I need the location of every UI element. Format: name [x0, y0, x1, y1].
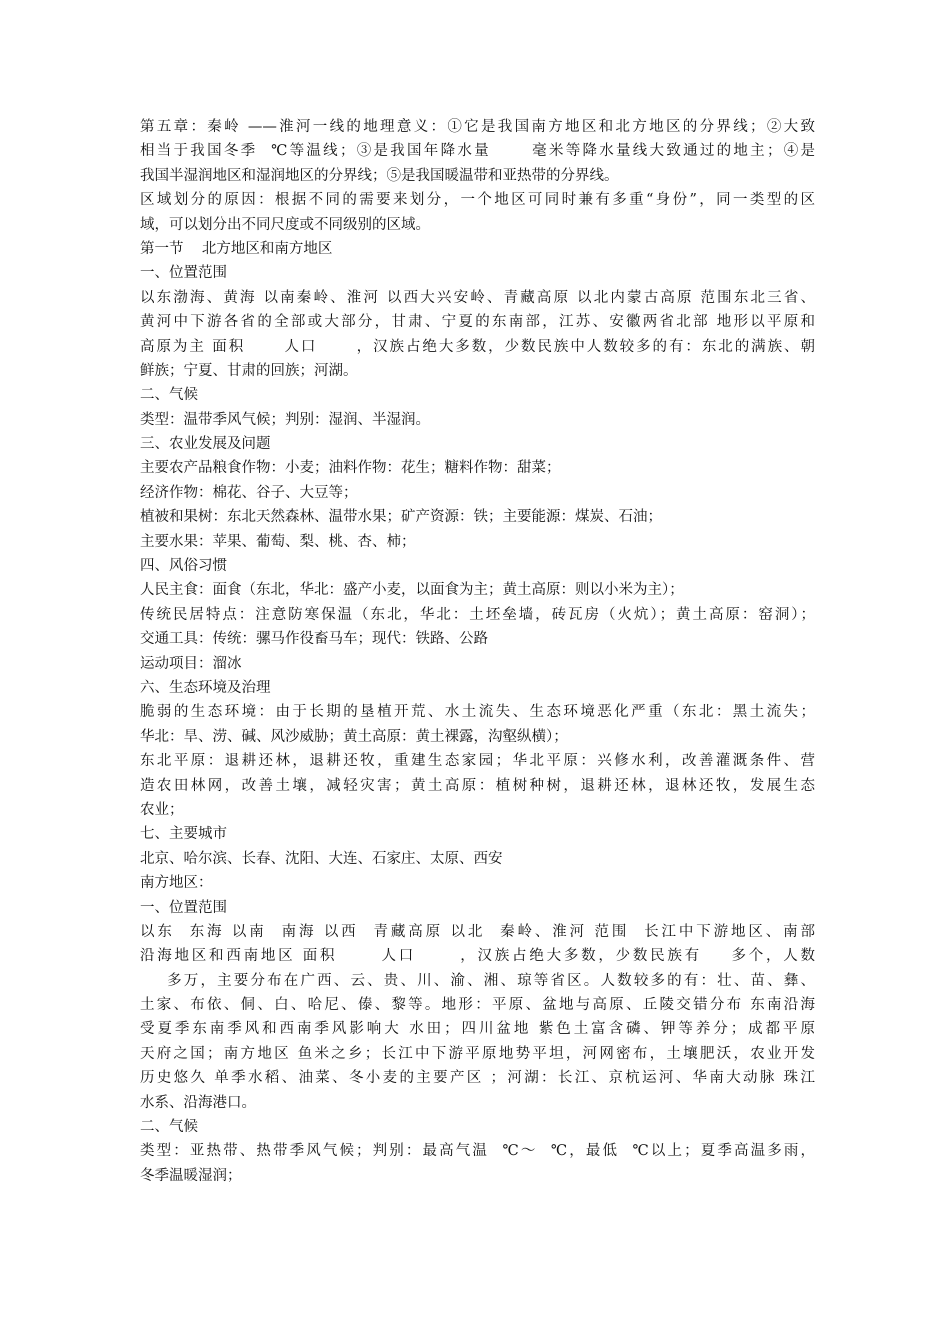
- text-line: 冬季温暖湿润；: [140, 1167, 242, 1184]
- text-line: 天府之国；南方地区 鱼米之乡；长江中下游平原地势平坦，河网密布，土壤肥沃，农业开发: [140, 1045, 815, 1062]
- text-line: 六、生态环境及治理: [140, 679, 271, 696]
- text-line: 第一节 北方地区和南方地区: [140, 240, 333, 257]
- text-line: 北京、哈尔滨、长春、沈阳、大连、石家庄、太原、西安: [140, 850, 503, 867]
- text-line: 运动项目：溜冰: [140, 655, 242, 672]
- text-line: 类型：亚热带、热带季风气候；判别：最高气温 ℃～ ℃，最低 ℃以上；夏季高温多雨，: [140, 1143, 815, 1160]
- text-line: 第五章：秦岭 ——淮河一线的地理意义：①它是我国南方地区和北方地区的分界线；②大致: [140, 119, 815, 135]
- text-line: 植被和果树：东北天然森林、温带水果；矿产资源：铁；主要能源：煤炭、石油；: [140, 509, 662, 526]
- text-line: 传统民居特点：注意防寒保温（东北，华北：土坯垒墙，砖瓦房（火炕）；黄土高原：窑洞）；: [140, 606, 815, 623]
- text-line: 一、位置范围: [140, 265, 227, 282]
- text-line: 多万，主要分布在广西、云、贵、川、渝、湘、琼等省区。人数较多的有：壮、苗、彝、: [140, 972, 815, 989]
- text-line: 三、农业发展及问题: [140, 436, 271, 453]
- text-line: 主要农产品粮食作物：小麦；油料作物：花生；糖料作物：甜菜；: [140, 460, 561, 477]
- text-line: 主要水果：苹果、葡萄、梨、桃、杏、柿；: [140, 533, 416, 550]
- text-line: 我国半湿润地区和湿润地区的分界线；⑤是我国暖温带和亚热带的分界线。: [140, 167, 619, 184]
- document-page: [140, 115, 815, 1188]
- text-line: 经济作物：棉花、谷子、大豆等；: [140, 484, 358, 501]
- text-line: 四、风俗习惯: [140, 558, 227, 575]
- text-line: 农业；: [140, 801, 184, 818]
- text-line: 历史悠久 单季水稻、油菜、冬小麦的主要产区 ；河湖：长江、京杭运河、华南大动脉 珠江: [140, 1070, 815, 1087]
- text-line: 土家、布依、侗、白、哈尼、傣、黎等。地形：平原、盆地与高原、丘陵交错分布 东南沿海: [140, 997, 815, 1014]
- text-line: 造农田林网，改善土壤，减轻灾害；黄土高原：植树种树，退耕还林，退林还牧，发展生态: [140, 777, 815, 794]
- text-line: 水系、沿海港口。: [140, 1094, 256, 1111]
- text-line: 一、位置范围: [140, 899, 227, 916]
- text-line: 七、主要城市: [140, 826, 227, 843]
- text-line: 东北平原：退耕还林，退耕还牧，重建生态家园；华北平原：兴修水利，改善灌溉条件、营: [140, 753, 815, 770]
- text-line: 域，可以划分出不同尺度或不同级别的区域。: [140, 216, 430, 233]
- text-line: 二、气候: [140, 1119, 198, 1136]
- text-line: 脆弱的生态环境：由于长期的垦植开荒、水土流失、生态环境恶化严重（东北：黑土流失；: [140, 704, 815, 721]
- text-line: 沿海地区和西南地区 面积 人口 ，汉族占绝大多数，少数民族有 多个，人数: [140, 948, 815, 965]
- text-line: 以东渤海、黄海 以南秦岭、淮河 以西大兴安岭、青藏高原 以北内蒙古高原 范围东北三省、: [140, 289, 815, 306]
- text-line: 以东 东海 以南 南海 以西 青藏高原 以北 秦岭、淮河 范围 长江中下游地区、南部: [140, 923, 815, 940]
- text-line: 区域划分的原因：根据不同的需要来划分，一个地区可同时兼有多重“身份”，同一类型的区: [140, 192, 815, 209]
- text-line: 南方地区：: [140, 875, 213, 892]
- text-line: 华北：旱、涝、碱、风沙威胁；黄土高原：黄土裸露，沟壑纵横）；: [140, 728, 568, 745]
- text-line: 黄河中下游各省的全部或大部分，甘肃、宁夏的东南部，江苏、安徽两省北部 地形以平原和: [140, 314, 815, 331]
- text-line: 人民主食：面食（东北，华北：盛产小麦，以面食为主；黄土高原：则以小米为主）；: [140, 582, 684, 599]
- text-line: 交通工具：传统：骡马作役畜马车；现代：铁路、公路: [140, 631, 488, 648]
- text-line: 鲜族；宁夏、甘肃的回族；河湖。: [140, 362, 358, 379]
- text-line: 二、气候: [140, 387, 198, 404]
- text-line: 类型：温带季风气候；判别：湿润、半湿润。: [140, 411, 430, 428]
- text-line: 相当于我国冬季 ℃等温线；③是我国年降水量 毫米等降水量线大致通过的地主；④是: [140, 143, 815, 160]
- text-line: 受夏季东南季风和西南季风影响大 水田；四川盆地 紫色土富含磷、钾等养分；成都平原: [140, 1021, 815, 1038]
- text-line: 高原为主 面积 人口 ，汉族占绝大多数，少数民族中人数较多的有：东北的满族、朝: [140, 338, 815, 355]
